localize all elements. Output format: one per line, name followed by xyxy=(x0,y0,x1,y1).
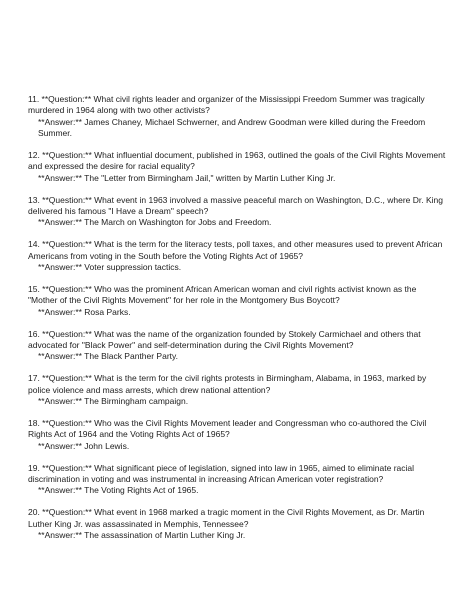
answer-text: **Answer:** The "Letter from Birmingham Jail," written by Martin Luther King Jr. xyxy=(38,172,336,183)
qa-item xyxy=(28,463,448,497)
qa-item xyxy=(28,329,448,363)
qa-item xyxy=(28,418,448,452)
answer-text: **Answer:** The assassination of Martin Luther King Jr. xyxy=(38,530,246,541)
qa-item xyxy=(28,507,448,541)
qa-item xyxy=(28,195,448,229)
qa-item xyxy=(28,150,448,184)
answer-text: **Answer:** The Black Panther Party. xyxy=(38,351,179,362)
answer-text: **Answer:** John Lewis. xyxy=(38,440,130,451)
question-text: 11. **Question:** What civil rights leader and organizer of the Mississippi Freedom Summer was tragically murdered in 1964 along with two other activists? xyxy=(28,94,425,116)
answer-text: **Answer:** The Birmingham campaign. xyxy=(38,396,189,407)
qa-item xyxy=(28,373,448,407)
answer-text: **Answer:** The Voting Rights Act of 1965. xyxy=(38,485,199,496)
answer-text: **Answer:** James Chaney, Michael Schwerner, and Andrew Goodman were killed during the Freedom Summer. xyxy=(38,116,426,138)
question-text: 19. **Question:** What significant piece of legislation, signed into law in 1965, aimed to eliminate racial discrimination in voting and was instrumental in increasing African American voter registration? xyxy=(28,462,415,485)
qa-item xyxy=(28,94,448,139)
answer-text: **Answer:** Voter suppression tactics. xyxy=(38,261,182,272)
question-text: 18. **Question:** Who was the Civil Rights Movement leader and Congressman who co-authored the Civil Rights Act of 1964 and the Voting Rights Act of 1965? xyxy=(28,418,427,440)
answer-text: **Answer:** Rosa Parks. xyxy=(38,306,131,317)
question-answer-list xyxy=(28,94,448,552)
answer-text: **Answer:** The March on Washington for Jobs and Freedom. xyxy=(38,217,272,228)
question-text: 17. **Question:** What is the term for the civil rights protests in Birmingham, Alabama, in 1963, marked by police violence and mass arrests, which drew national attention? xyxy=(28,373,427,395)
question-text: 12. **Question:** What influential document, published in 1963, outlined the goals of the Civil Rights Movement and expressed the desire for racial equality? xyxy=(28,149,446,172)
qa-item xyxy=(28,284,448,318)
question-text: 15. **Question:** Who was the prominent African American woman and civil rights activist known as the "Mother of the Civil Rights Movement" for her role in the Montgomery Bus Boycott? xyxy=(28,284,417,306)
question-text: 13. **Question:** What event in 1963 involved a massive peaceful march on Washington, D.C., where Dr. King delivered his famous "I Have a Dream" speech? xyxy=(28,194,443,216)
qa-item xyxy=(28,239,448,273)
question-text: 20. **Question:** What event in 1968 marked a tragic moment in the Civil Rights Movement, as Dr. Martin Luther King Jr. was assassinated in Memphis, Tennessee? xyxy=(28,507,425,529)
question-text: 14. **Question:** What is the term for the literacy tests, poll taxes, and other measures used to prevent African Americans from voting in the South before the Voting Rights Act of 1965? xyxy=(28,239,443,261)
question-text: 16. **Question:** What was the name of the organization founded by Stokely Carmichael and others that advocated for "Black Power" and self-determination during the Civil Rights Movement? xyxy=(28,328,421,351)
